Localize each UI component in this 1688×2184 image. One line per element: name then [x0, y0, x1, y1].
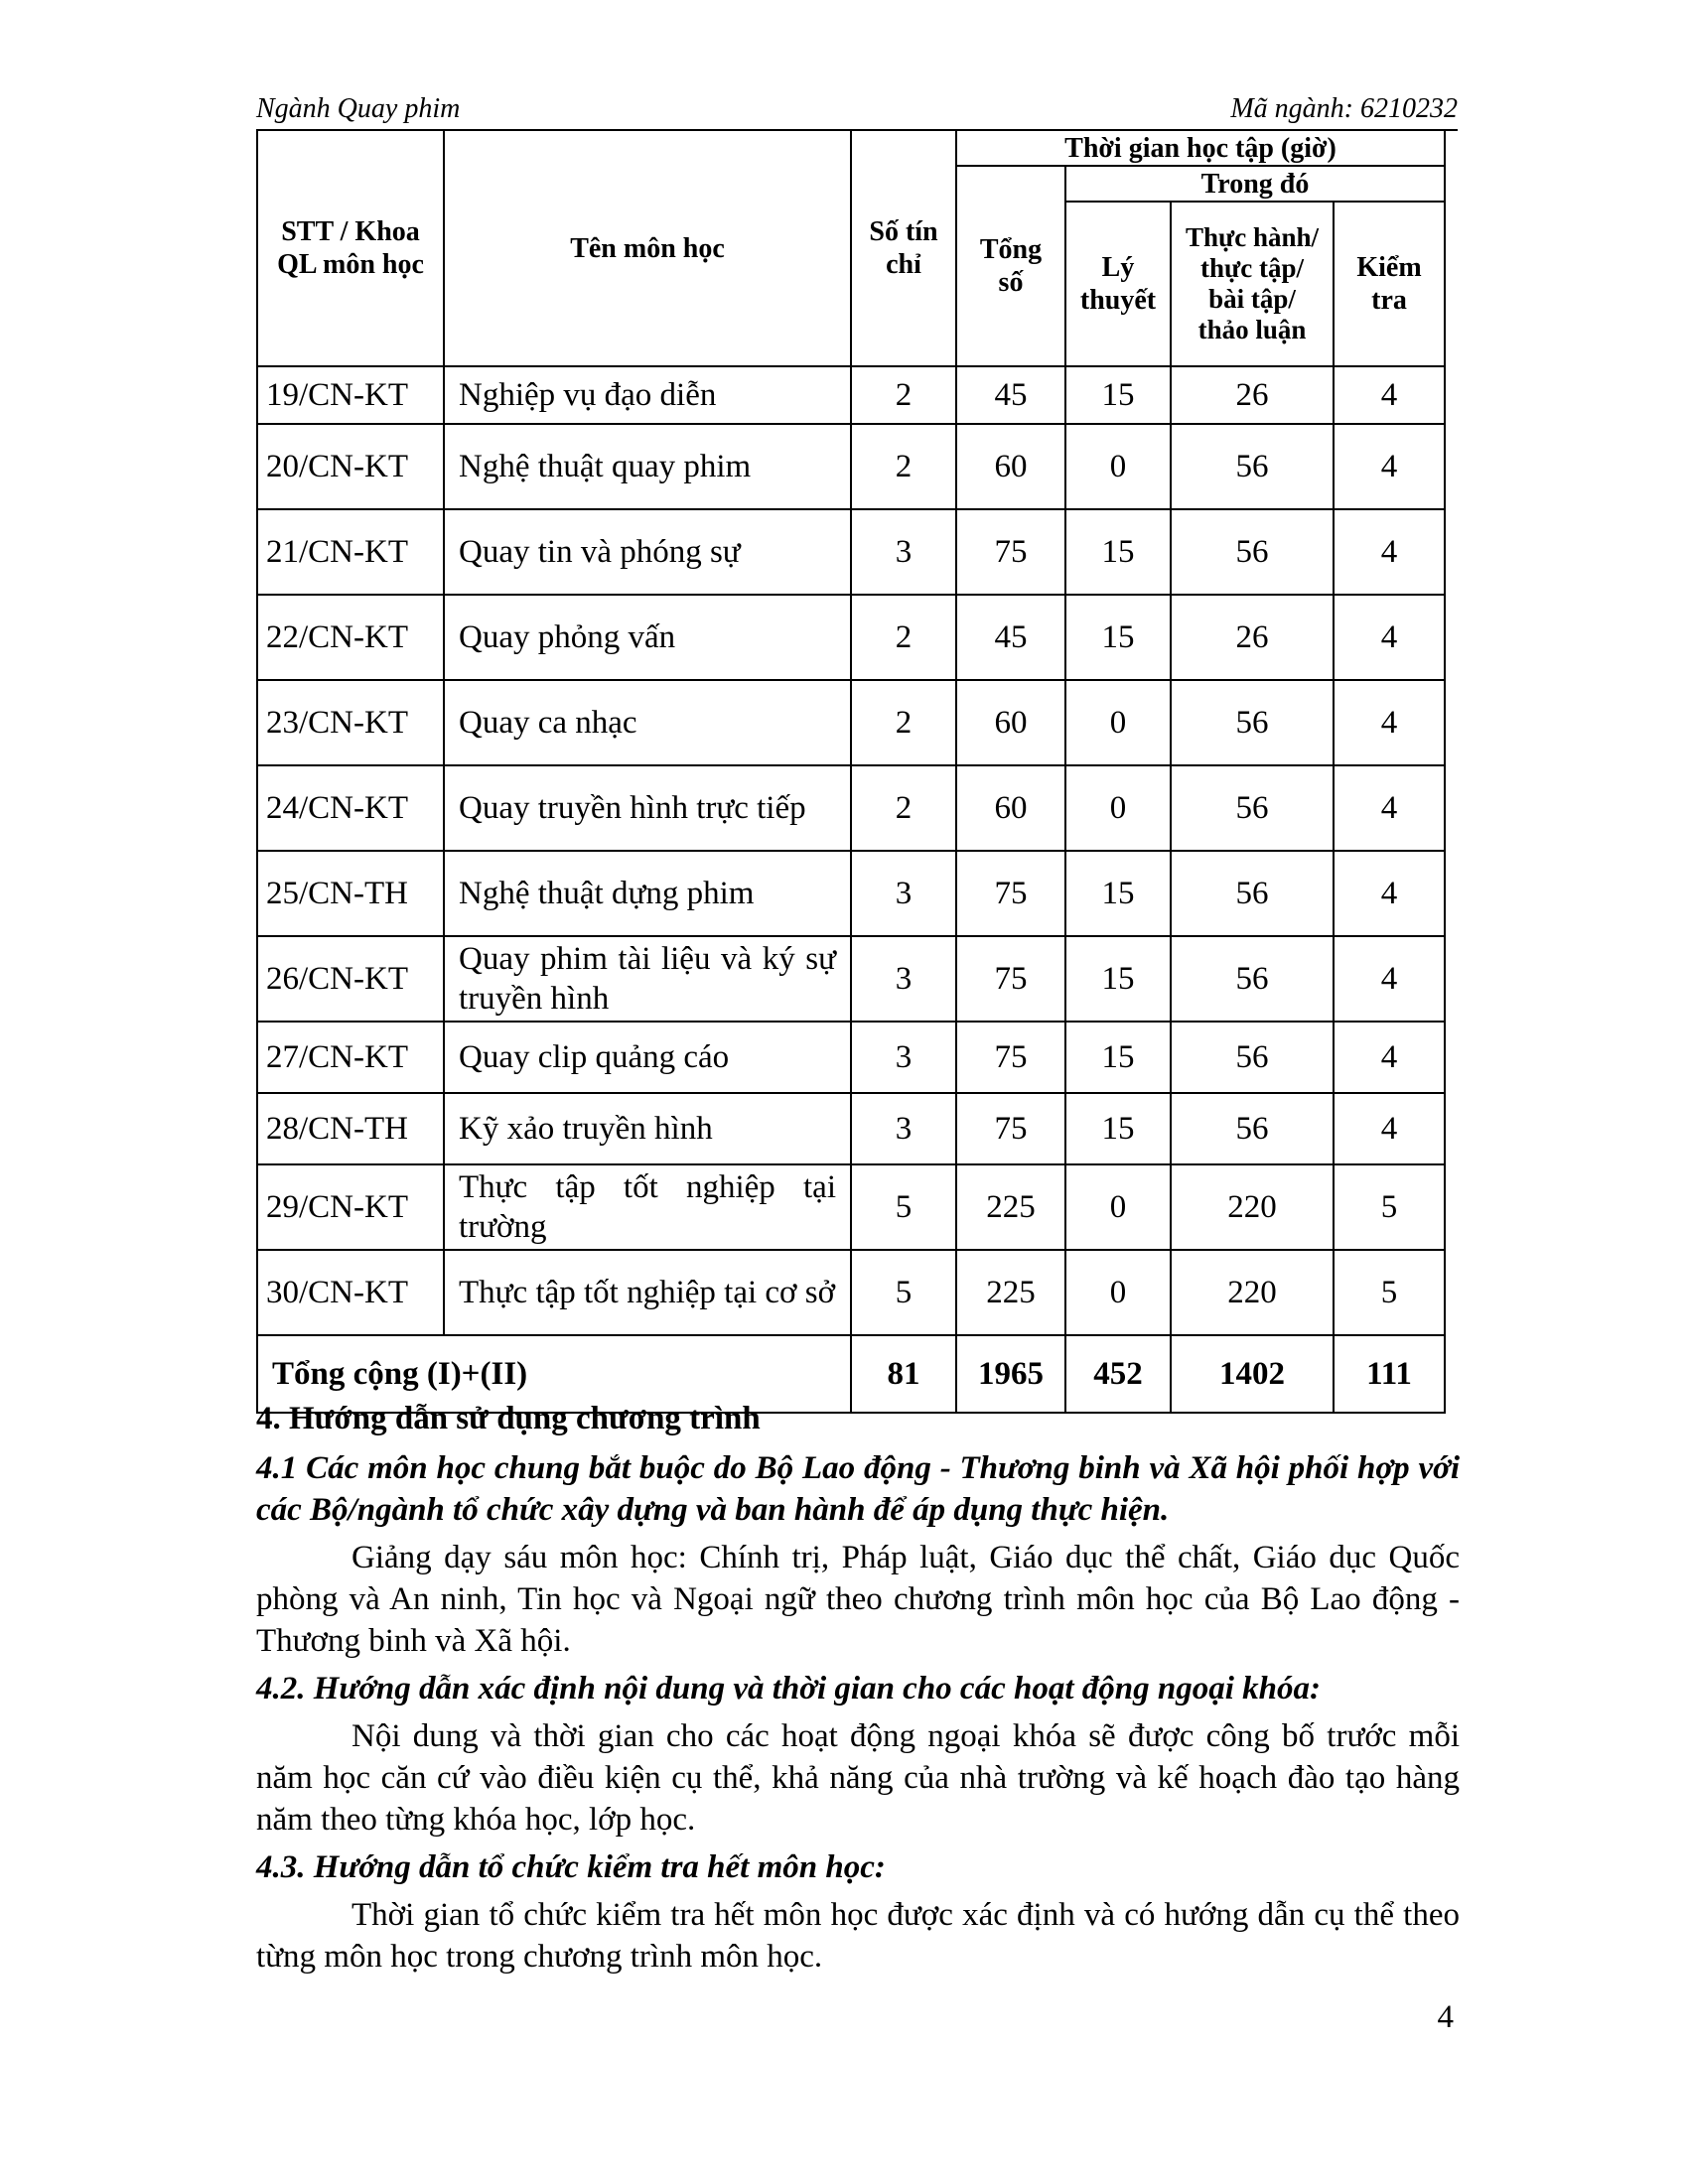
- table-row: [257, 936, 1445, 1022]
- row-subject-name: Quay clip quảng cáo: [444, 1022, 851, 1093]
- table-row: [257, 1022, 1445, 1093]
- row-theory: 0: [1065, 1164, 1171, 1250]
- table-row: [257, 366, 1445, 424]
- row-practice: 56: [1171, 680, 1334, 765]
- row-total-hours: 60: [956, 765, 1065, 851]
- row-subject-name: Kỹ xảo truyền hình: [444, 1093, 851, 1164]
- row-code: 22/CN-KT: [257, 595, 444, 680]
- row-theory: 0: [1065, 680, 1171, 765]
- table-row: [257, 680, 1445, 765]
- table-row: [257, 851, 1445, 936]
- row-theory: 15: [1065, 1093, 1171, 1164]
- table-row: [257, 509, 1445, 595]
- row-subject-name: Nghệ thuật dựng phim: [444, 851, 851, 936]
- row-subject-name: Quay truyền hình trực tiếp: [444, 765, 851, 851]
- row-total-hours: 45: [956, 366, 1065, 424]
- total-theory: 452: [1065, 1335, 1171, 1413]
- row-total-hours: 60: [956, 424, 1065, 509]
- row-theory: 0: [1065, 424, 1171, 509]
- table-row: [257, 1093, 1445, 1164]
- row-total-hours: 45: [956, 595, 1065, 680]
- row-practice: 56: [1171, 1093, 1334, 1164]
- page-header: [256, 91, 1458, 131]
- header-credits: Số tín chỉ: [851, 130, 956, 366]
- row-exam: 4: [1334, 595, 1445, 680]
- row-credits: 2: [851, 765, 956, 851]
- table-row: [257, 424, 1445, 509]
- row-total-hours: 75: [956, 851, 1065, 936]
- header-subject-name: Tên môn học: [444, 130, 851, 366]
- usage-guide-section: [256, 1398, 1460, 1983]
- row-credits: 2: [851, 424, 956, 509]
- table-row: [257, 765, 1445, 851]
- row-exam: 4: [1334, 851, 1445, 936]
- subsection-4-1-title: 4.1 Các môn học chung bắt buộc do Bộ Lao động - Thương binh và Xã hội phối hợp với các Bộ/ngành tổ chức xây dựng và ban hành để áp dụng thực hiện.: [256, 1450, 1460, 1528]
- row-practice: 56: [1171, 936, 1334, 1022]
- row-credits: 5: [851, 1250, 956, 1335]
- row-code: 27/CN-KT: [257, 1022, 444, 1093]
- row-exam: 4: [1334, 424, 1445, 509]
- total-exam: 111: [1334, 1335, 1445, 1413]
- row-practice: 56: [1171, 851, 1334, 936]
- row-subject-name: Quay tin và phóng sự: [444, 509, 851, 595]
- row-total-hours: 225: [956, 1164, 1065, 1250]
- header-among: Trong đó: [1065, 166, 1445, 202]
- header-practice: Thực hành/ thực tập/ bài tập/ thảo luận: [1171, 202, 1334, 366]
- row-credits: 2: [851, 595, 956, 680]
- row-credits: 3: [851, 851, 956, 936]
- header-program-code: Mã ngành: 6210232: [1230, 93, 1458, 124]
- row-code: 23/CN-KT: [257, 680, 444, 765]
- header-theory: Lý thuyết: [1065, 202, 1171, 366]
- curriculum-table: [256, 129, 1446, 1414]
- row-code: 25/CN-TH: [257, 851, 444, 936]
- row-exam: 5: [1334, 1164, 1445, 1250]
- row-exam: 4: [1334, 680, 1445, 765]
- table-row: [257, 1250, 1445, 1335]
- row-practice: 56: [1171, 424, 1334, 509]
- row-subject-name: Quay phim tài liệu và ký sự truyền hình: [444, 936, 851, 1022]
- row-practice: 26: [1171, 595, 1334, 680]
- row-theory: 15: [1065, 1022, 1171, 1093]
- header-study-time: Thời gian học tập (giờ): [956, 130, 1445, 166]
- row-total-hours: 75: [956, 936, 1065, 1022]
- row-credits: 3: [851, 509, 956, 595]
- row-theory: 15: [1065, 936, 1171, 1022]
- header-exam: Kiểm tra: [1334, 202, 1445, 366]
- row-code: 30/CN-KT: [257, 1250, 444, 1335]
- total-practice: 1402: [1171, 1335, 1334, 1413]
- subsection-4-2-title: 4.2. Hướng dẫn xác định nội dung và thời gian cho các hoạt động ngoại khóa:: [256, 1671, 1321, 1706]
- row-exam: 4: [1334, 936, 1445, 1022]
- row-practice: 56: [1171, 1022, 1334, 1093]
- row-code: 19/CN-KT: [257, 366, 444, 424]
- header-stt: STT / Khoa QL môn học: [257, 130, 444, 366]
- row-theory: 15: [1065, 366, 1171, 424]
- row-practice: 26: [1171, 366, 1334, 424]
- row-code: 21/CN-KT: [257, 509, 444, 595]
- row-exam: 4: [1334, 1093, 1445, 1164]
- header-program-name: Ngành Quay phim: [256, 93, 461, 124]
- row-code: 29/CN-KT: [257, 1164, 444, 1250]
- subsection-4-2-body: Nội dung và thời gian cho các hoạt động ngoại khóa sẽ được công bố trước mỗi năm học căn cứ vào điều kiện cụ thể, khả năng của nhà trường và kế hoạch đào tạo hàng năm theo từng khóa học, lớp học.: [256, 1718, 1460, 1838]
- row-subject-name: Quay ca nhạc: [444, 680, 851, 765]
- subsection-4-3-body: Thời gian tổ chức kiểm tra hết môn học được xác định và có hướng dẫn cụ thể theo từng môn học trong chương trình môn học.: [256, 1897, 1460, 1975]
- row-practice: 220: [1171, 1250, 1334, 1335]
- row-theory: 15: [1065, 595, 1171, 680]
- row-theory: 15: [1065, 509, 1171, 595]
- total-label: Tổng cộng (I)+(II): [257, 1335, 851, 1413]
- row-credits: 5: [851, 1164, 956, 1250]
- row-total-hours: 75: [956, 509, 1065, 595]
- row-total-hours: 75: [956, 1093, 1065, 1164]
- row-theory: 0: [1065, 1250, 1171, 1335]
- row-code: 26/CN-KT: [257, 936, 444, 1022]
- row-credits: 3: [851, 1093, 956, 1164]
- row-credits: 3: [851, 936, 956, 1022]
- page-number: 4: [1437, 1999, 1454, 2035]
- row-theory: 15: [1065, 851, 1171, 936]
- table-row: [257, 595, 1445, 680]
- total-credits: 81: [851, 1335, 956, 1413]
- header-total-hours: Tổng số: [956, 166, 1065, 366]
- total-hours: 1965: [956, 1335, 1065, 1413]
- row-credits: 2: [851, 366, 956, 424]
- row-subject-name: Thực tập tốt nghiệp tại trường: [444, 1164, 851, 1250]
- row-practice: 220: [1171, 1164, 1334, 1250]
- row-credits: 2: [851, 680, 956, 765]
- row-code: 24/CN-KT: [257, 765, 444, 851]
- row-practice: 56: [1171, 765, 1334, 851]
- subsection-4-3-title: 4.3. Hướng dẫn tổ chức kiểm tra hết môn học:: [256, 1849, 886, 1885]
- row-subject-name: Thực tập tốt nghiệp tại cơ sở: [444, 1250, 851, 1335]
- row-code: 28/CN-TH: [257, 1093, 444, 1164]
- row-subject-name: Nghiệp vụ đạo diễn: [444, 366, 851, 424]
- row-practice: 56: [1171, 509, 1334, 595]
- row-total-hours: 60: [956, 680, 1065, 765]
- row-exam: 4: [1334, 509, 1445, 595]
- row-total-hours: 225: [956, 1250, 1065, 1335]
- row-subject-name: Nghệ thuật quay phim: [444, 424, 851, 509]
- row-subject-name: Quay phỏng vấn: [444, 595, 851, 680]
- row-exam: 4: [1334, 366, 1445, 424]
- subsection-4-1-body: Giảng dạy sáu môn học: Chính trị, Pháp luật, Giáo dục thể chất, Giáo dục Quốc phòng và An ninh, Tin học và Ngoại ngữ theo chương trình môn học của Bộ Lao động - Thương binh và Xã hội.: [256, 1540, 1460, 1659]
- row-total-hours: 75: [956, 1022, 1065, 1093]
- row-theory: 0: [1065, 765, 1171, 851]
- row-code: 20/CN-KT: [257, 424, 444, 509]
- row-credits: 3: [851, 1022, 956, 1093]
- row-exam: 4: [1334, 765, 1445, 851]
- table-row: [257, 1164, 1445, 1250]
- row-exam: 4: [1334, 1022, 1445, 1093]
- section-title: 4. Hướng dẫn sử dụng chương trình: [256, 1401, 761, 1436]
- row-exam: 5: [1334, 1250, 1445, 1335]
